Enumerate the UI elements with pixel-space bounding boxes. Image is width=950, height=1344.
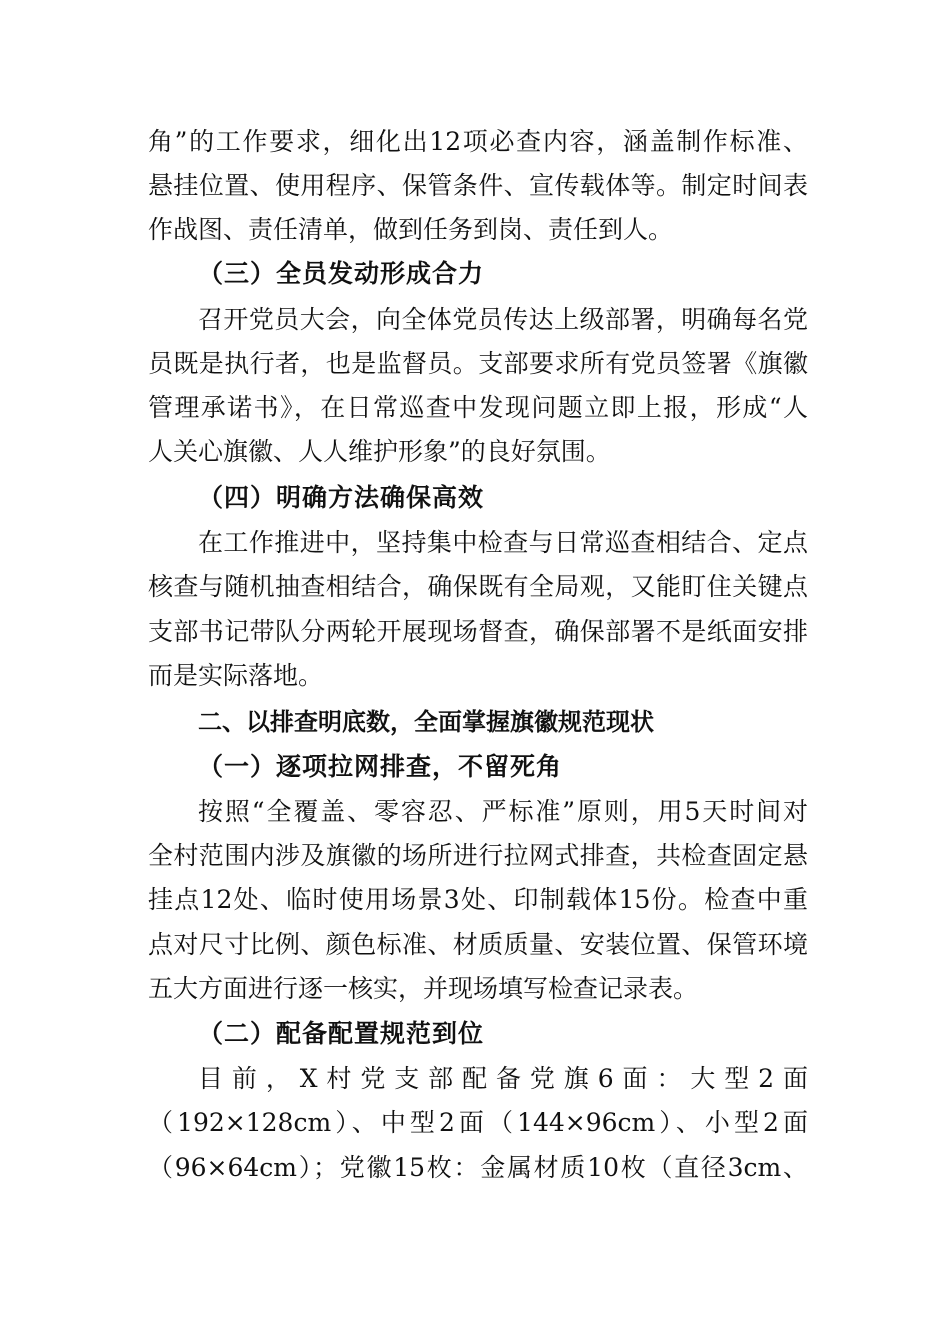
paragraph-line: 支部书记带队分两轮开展现场督查，确保部署不是纸面安排 [148, 617, 808, 646]
paragraph-line: 作战图、责任清单，做到任务到岗、责任到人。 [148, 215, 674, 244]
section-heading: 二、以排查明底数，全面掌握旗徽规范现状 [198, 708, 654, 736]
paragraph-line: 召开党员大会，向全体党员传达上级部署，明确每名党 [198, 305, 808, 334]
paragraph-line: 悬挂位置、使用程序、保管条件、宣传载体等。制定时间表 [148, 171, 808, 200]
paragraph-line: 挂点12处、临时使用场景3处、印制载体15份。检查中重 [148, 885, 808, 914]
subsection-heading: （三）全员发动形成合力 [198, 259, 485, 288]
paragraph-line: 管理承诺书》，在日常巡查中发现问题立即上报，形成“人 [148, 393, 808, 422]
paragraph-line: （96×64cm）；党徽15枚：金属材质10枚（直径3cm、 [148, 1153, 808, 1182]
paragraph-line: 员既是执行者，也是监督员。支部要求所有党员签署《旗徽 [148, 349, 808, 378]
paragraph-line: （192×128cm）、中型2面（144×96cm）、小型2面 [148, 1108, 808, 1137]
subsection-heading: （一）逐项拉网排查，不留死角 [198, 752, 563, 781]
subsection-heading: （二）配备配置规范到位 [198, 1019, 485, 1048]
paragraph-line: 人关心旗徽、人人维护形象”的良好氛围。 [148, 437, 611, 466]
subsection-heading: （四）明确方法确保高效 [198, 483, 485, 512]
paragraph-line: 五大方面进行逐一核实，并现场填写检查记录表。 [148, 974, 699, 1003]
paragraph-line: 角”的工作要求，细化出12项必查内容，涵盖制作标准、 [148, 127, 808, 156]
paragraph-line: 全村范围内涉及旗徽的场所进行拉网式排查，共检查固定悬 [148, 841, 808, 870]
paragraph-line: 点对尺寸比例、颜色标准、材质质量、安装位置、保管环境 [148, 930, 808, 959]
paragraph-line: 而是实际落地。 [148, 661, 324, 690]
paragraph-line: 目前，X村党支部配备党旗6面：大型2面 [198, 1064, 808, 1093]
paragraph-line: 核查与随机抽查相结合，确保既有全局观，又能盯住关键点 [148, 572, 808, 601]
paragraph-line: 在工作推进中，坚持集中检查与日常巡查相结合、定点 [198, 528, 808, 557]
paragraph-line: 按照“全覆盖、零容忍、严标准”原则，用5天时间对 [198, 797, 808, 826]
